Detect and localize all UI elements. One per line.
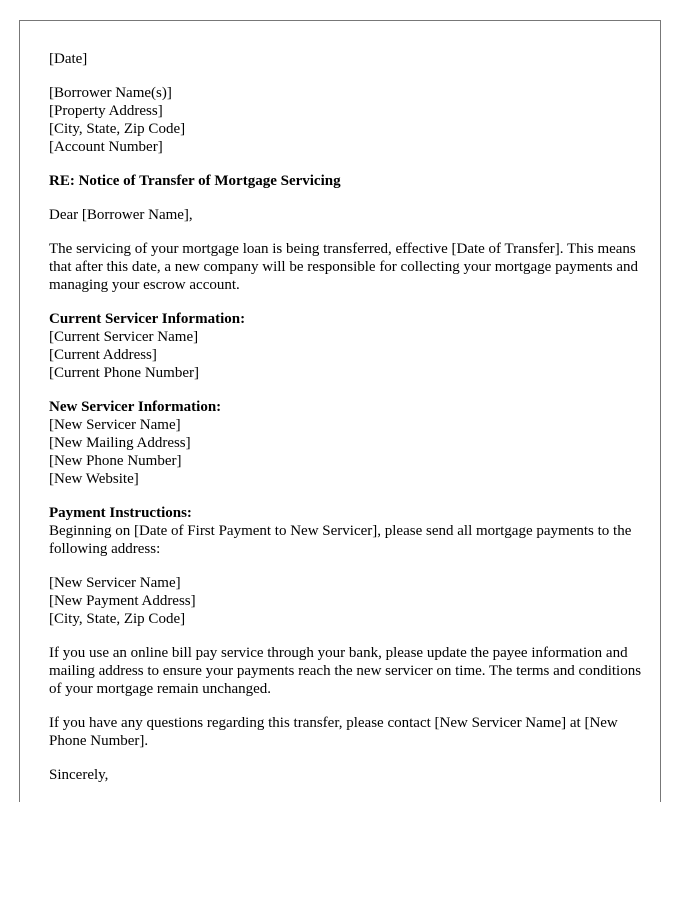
payment-address-city-state-zip: [City, State, Zip Code] [49, 611, 186, 627]
intro-text: The servicing of your mortgage loan is being transferred, effective [Date of Transfer]. This means that after this date, a new company will be responsible for collecting your mortgage payments and managing your escrow account. [49, 241, 638, 293]
questions-text: If you have any questions regarding this transfer, please contact [New Servicer Name] at [New Phone Number]. [49, 715, 618, 749]
current-servicer-heading: Current Servicer Information: [49, 311, 246, 327]
city-state-zip: [City, State, Zip Code] [49, 121, 186, 137]
payment-address-block [49, 574, 649, 628]
payment-instructions-block [49, 504, 649, 558]
salutation-block [49, 206, 649, 224]
current-servicer-name: [Current Servicer Name] [49, 329, 199, 345]
bill-pay-text: If you use an online bill pay service through your bank, please update the payee information and mailing address to ensure your payments reach the new servicer on time. The terms and conditions of your mortgage remain unchanged. [49, 645, 642, 697]
subject-line: RE: Notice of Transfer of Mortgage Servicing [49, 173, 341, 189]
new-servicer-website: [New Website] [49, 471, 139, 487]
letter-date: [Date] [49, 51, 88, 67]
property-address: [Property Address] [49, 103, 163, 119]
payment-address-line: [New Payment Address] [49, 593, 196, 609]
letter-body [49, 50, 649, 800]
date-block [49, 50, 649, 68]
account-number: [Account Number] [49, 139, 163, 155]
new-servicer-phone: [New Phone Number] [49, 453, 182, 469]
closing: Sincerely, [49, 767, 109, 783]
payment-instructions-heading: Payment Instructions: [49, 505, 192, 521]
bill-pay-paragraph [49, 644, 649, 698]
borrower-names: [Borrower Name(s)] [49, 85, 172, 101]
current-servicer-address: [Current Address] [49, 347, 157, 363]
recipient-block [49, 84, 649, 156]
intro-paragraph [49, 240, 649, 294]
new-servicer-name: [New Servicer Name] [49, 417, 181, 433]
letter-page [19, 20, 661, 802]
salutation: Dear [Borrower Name], [49, 207, 193, 223]
closing-block [49, 766, 649, 784]
new-servicer-block [49, 398, 649, 488]
payment-instructions-text: Beginning on [Date of First Payment to New Servicer], please send all mortgage payments to the following address: [49, 523, 632, 557]
questions-paragraph [49, 714, 649, 750]
payment-address-name: [New Servicer Name] [49, 575, 181, 591]
new-servicer-mailing-address: [New Mailing Address] [49, 435, 191, 451]
current-servicer-block [49, 310, 649, 382]
current-servicer-phone: [Current Phone Number] [49, 365, 199, 381]
subject-block [49, 172, 649, 190]
new-servicer-heading: New Servicer Information: [49, 399, 222, 415]
